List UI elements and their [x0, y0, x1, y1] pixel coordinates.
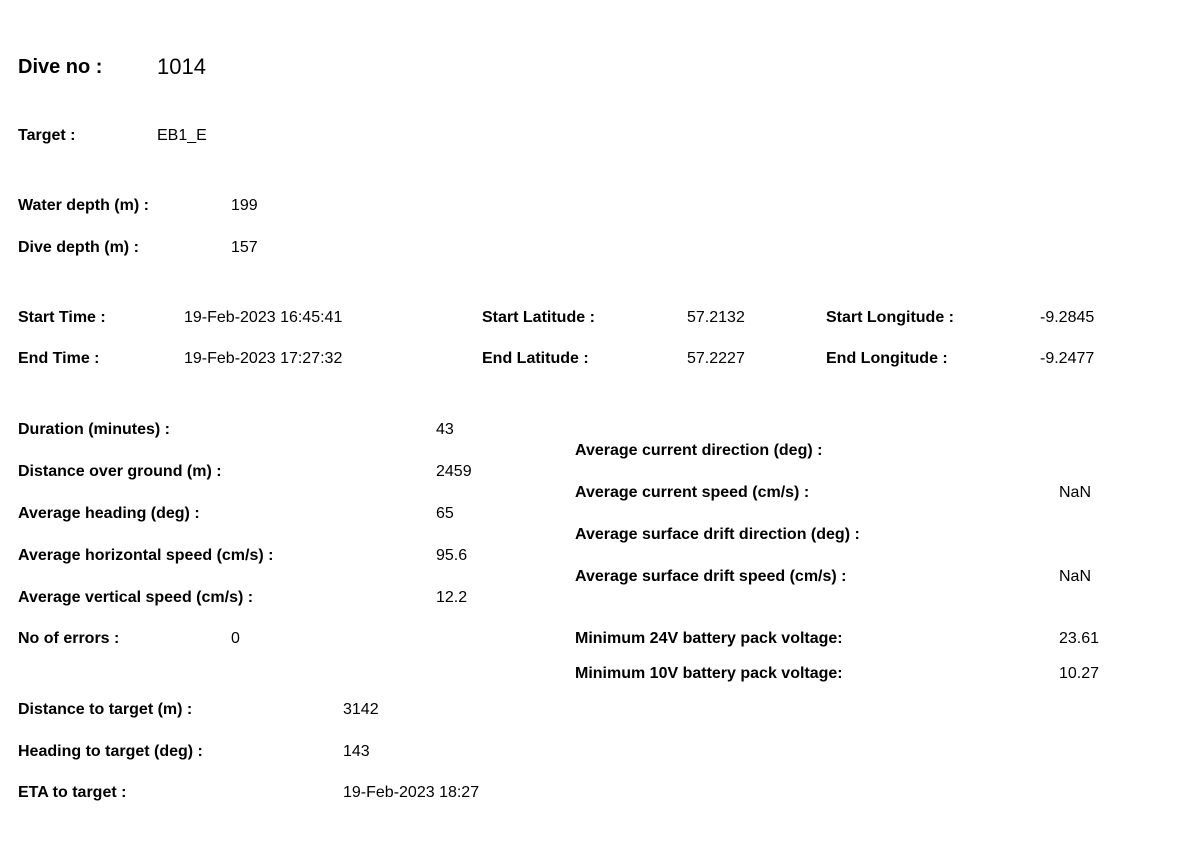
minimum-10v-battery-label: Minimum 10V battery pack voltage: [575, 665, 843, 682]
end-time-label: End Time : [18, 350, 100, 367]
minimum-10v-battery-value: 10.27 [1059, 665, 1100, 682]
distance-over-ground-label: Distance over ground (m) : [18, 463, 222, 480]
average-horizontal-speed-value: 95.6 [436, 547, 468, 564]
average-current-speed-label: Average current speed (cm/s) : [575, 484, 810, 501]
minimum-24v-battery-value: 23.61 [1059, 630, 1100, 647]
average-current-speed-value: NaN [1059, 484, 1092, 501]
water-depth-value: 199 [231, 197, 258, 214]
start-time-value: 19-Feb-2023 16:45:41 [184, 309, 343, 326]
water-depth-label: Water depth (m) : [18, 197, 149, 214]
average-surface-drift-speed-label: Average surface drift speed (cm/s) : [575, 568, 847, 585]
average-vertical-speed-value: 12.2 [436, 589, 468, 606]
average-horizontal-speed-label: Average horizontal speed (cm/s) : [18, 547, 274, 564]
end-longitude-value: -9.2477 [1040, 350, 1095, 367]
dive-no-label: Dive no : [18, 56, 103, 78]
dive-depth-value: 157 [231, 239, 258, 256]
target-label: Target : [18, 127, 76, 144]
average-current-direction-label: Average current direction (deg) : [575, 442, 823, 459]
end-latitude-value: 57.2227 [687, 350, 745, 367]
heading-to-target-label: Heading to target (deg) : [18, 743, 203, 760]
target-value: EB1_E [157, 127, 207, 144]
start-longitude-label: Start Longitude : [826, 309, 954, 326]
distance-to-target-label: Distance to target (m) : [18, 701, 193, 718]
start-latitude-label: Start Latitude : [482, 309, 595, 326]
distance-over-ground-value: 2459 [436, 463, 472, 480]
average-heading-value: 65 [436, 505, 454, 522]
heading-to-target-value: 143 [343, 743, 370, 760]
average-surface-drift-speed-value: NaN [1059, 568, 1092, 585]
errors-value: 0 [231, 630, 240, 647]
average-vertical-speed-label: Average vertical speed (cm/s) : [18, 589, 254, 606]
average-surface-drift-direction-label: Average surface drift direction (deg) : [575, 526, 860, 543]
duration-value: 43 [436, 421, 454, 438]
end-time-value: 19-Feb-2023 17:27:32 [184, 350, 343, 367]
duration-label: Duration (minutes) : [18, 421, 170, 438]
dive-depth-label: Dive depth (m) : [18, 239, 139, 256]
minimum-24v-battery-label: Minimum 24V battery pack voltage: [575, 630, 843, 647]
average-heading-label: Average heading (deg) : [18, 505, 200, 522]
end-latitude-label: End Latitude : [482, 350, 589, 367]
dive-no-value: 1014 [157, 54, 206, 79]
start-time-label: Start Time : [18, 309, 106, 326]
start-latitude-value: 57.2132 [687, 309, 745, 326]
errors-label: No of errors : [18, 630, 120, 647]
start-longitude-value: -9.2845 [1040, 309, 1095, 326]
distance-to-target-value: 3142 [343, 701, 379, 718]
end-longitude-label: End Longitude : [826, 350, 948, 367]
eta-to-target-label: ETA to target : [18, 784, 127, 801]
eta-to-target-value: 19-Feb-2023 18:27 [343, 784, 480, 801]
